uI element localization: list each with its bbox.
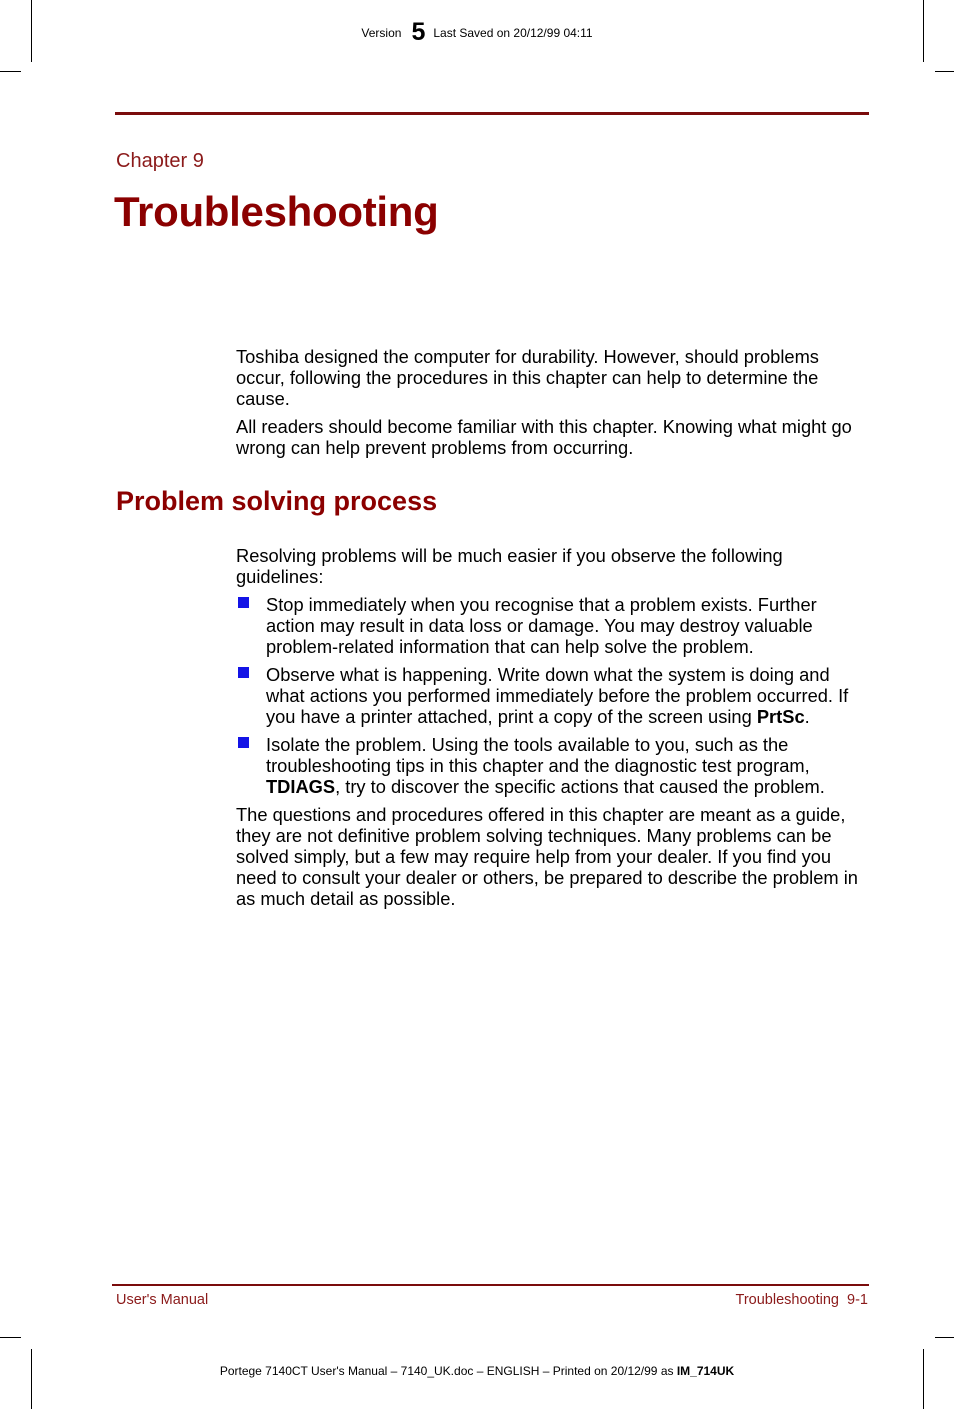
intro-paragraph: Toshiba designed the computer for durability. However, should problems occur, following the procedures in this chapter can help to determine the cause. [236,346,819,409]
last-saved: Last Saved on 20/12/99 04:11 [433,26,593,40]
version-label: Version [361,26,402,40]
version-number: 5 [411,18,426,46]
intro-paragraph: All readers should become familiar with this chapter. Knowing what might go wrong can help prevent problems from occurring. [236,416,852,458]
print-footer [0,1364,954,1378]
list-item-text: Isolate the problem. Using the tools available to you, such as the troubleshooting tips in this chapter and the diagnostic test program, [266,734,810,776]
list-item-text: Observe what is happening. Write down what the system is doing and what actions you performed immediately before the problem occurred. If you have a printer attached, print a copy of the screen using [266,664,849,727]
square-bullet-icon [238,667,249,678]
crop-mark [935,1337,954,1338]
chapter-label: Chapter 9 [116,150,204,172]
crop-mark [31,1349,32,1409]
closing-paragraph: The questions and procedures offered in this chapter are meant as a guide, they are not definitive problem solving techniques. Many problems can be solved simply, but a few may require help from your dealer. If you find you need to consult your dealer or others, be prepared to describe the problem in as much detail as possible. [236,804,858,909]
crop-mark [935,71,954,72]
list-item-text: , try to discover the specific actions that caused the problem. [335,776,825,797]
section-lead: Resolving problems will be much easier if you observe the following guidelines: [236,545,783,587]
bottom-rule [112,1284,869,1286]
list-item [236,664,868,727]
footer-manual-name: User's Manual [116,1292,209,1308]
section-body [236,545,868,909]
crop-mark [0,71,21,72]
key-name: PrtSc [756,706,805,727]
footer-page-number: Troubleshooting 9-1 [735,1292,868,1308]
list-item [236,734,868,797]
document-id: IM_714UK [676,1364,735,1378]
list-item-text: . [804,706,810,727]
intro-block [236,346,868,458]
square-bullet-icon [238,737,249,748]
program-name: TDIAGS [266,776,336,797]
list-item [236,594,868,657]
list-item-text: Stop immediately when you recognise that a problem exists. Further action may result in data loss or damage. You may destroy valuable problem-related information that can help solve the problem. [266,594,817,657]
print-info: Portege 7140CT User's Manual – 7140_UK.doc – ENGLISH – Printed on 20/12/99 as [219,1364,677,1378]
crop-mark [0,1337,21,1338]
version-header [0,18,954,47]
top-rule [115,112,869,115]
square-bullet-icon [238,597,249,608]
crop-mark [923,1349,924,1409]
page-title: Troubleshooting [114,188,439,235]
guideline-list [236,594,868,797]
section-title: Problem solving process [116,486,438,516]
